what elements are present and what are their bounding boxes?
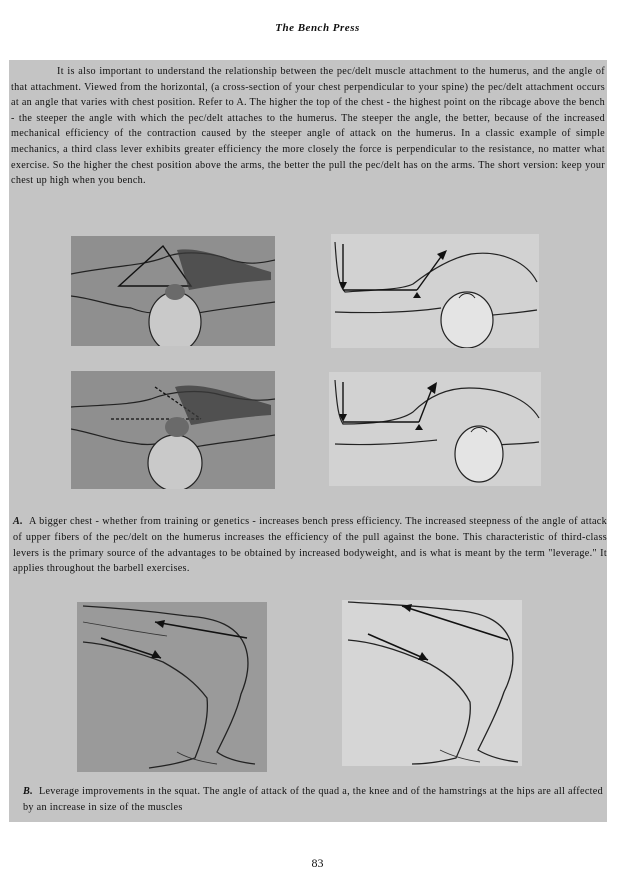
figure-a-low-chest-cross-section	[71, 236, 275, 346]
figure-a-low-chest-arm-lever	[331, 234, 539, 348]
content-panel	[9, 60, 607, 822]
intro-paragraph: It is also important to understand the relationship between the pec/delt muscle attachment to the humerus, and the angle of that attachment. Viewed from the horizontal, (a cross-section of your chest perpendicular to your spine) the pec/delt attachment occurs at an angle that varies with chest position. Refer to A. The higher the top of the chest - the highest point on the ribcage above the bench - the steeper the angle with which the pec/delt attaches to the humerus. The steeper the angle, the better, because of the increased mechanical efficiency of the contraction caused by the steeper angle of attack on the humerus. In a classic example of simple mechanics, a third class lever exhibits greater efficiency the more closely the force is perpendicular to the resistance, no matter what exercise. So the higher the chest position above the arms, the better the pull the pec/delt has on the arms. The short version: keep your chest up high when you bench.	[11, 66, 605, 187]
caption-b	[9, 784, 603, 816]
caption-a	[9, 514, 607, 577]
page-number: 83	[311, 856, 324, 870]
figure-b-squat-leg-small	[77, 602, 267, 772]
caption-a-label: A.	[13, 516, 23, 527]
figure-a-high-chest-cross-section	[71, 371, 275, 489]
running-head: The Bench Press	[275, 22, 360, 34]
caption-b-text: Leverage improvements in the squat. The angle of attack of the quad a, the knee and of the hamstrings at the hips are all affected by an increase in size of the muscles	[23, 786, 603, 813]
figure-b-squat-leg-large	[342, 600, 522, 766]
figure-a-high-chest-arm-lever	[329, 372, 541, 486]
caption-b-label: B.	[23, 786, 33, 797]
caption-a-text: A bigger chest - whether from training or genetics - increases bench press efficiency. The increased steepness of the angle of attack of upper fibers of the pec/delt on the humerus increases the efficiency of the pull against the bone. This characteristic of third-class levers is the primary source of the advantages to be obtained by increased bodyweight, and is what is meant by the term "leverage." It applies throughout the barbell exercises.	[13, 516, 607, 575]
